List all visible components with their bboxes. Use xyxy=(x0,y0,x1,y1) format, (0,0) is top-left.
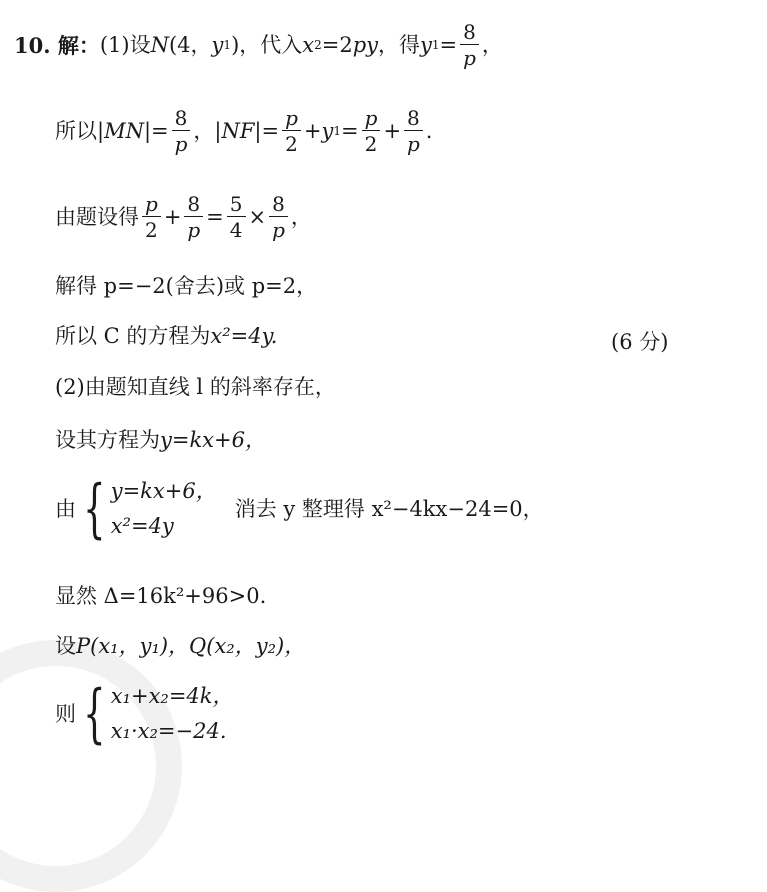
line2-intro: 所以 xyxy=(55,118,97,143)
line8-after: 消去 y 整理得 x²−4kx−24=0， xyxy=(234,496,544,521)
line4-text: 解得 p=−2(舍去)或 p=2， xyxy=(55,274,318,298)
line3-intro: 由题设得 xyxy=(55,204,139,229)
solution-line-5 xyxy=(55,326,277,347)
equation-system-1 xyxy=(111,481,217,537)
fraction-8-over-p: $\frac{8}{p}$ xyxy=(460,22,479,68)
system1-row1: y=kx+6， xyxy=(110,479,217,503)
line1-mid: ，代入 xyxy=(239,32,303,57)
line7-equation: y=kx+6， xyxy=(160,428,266,452)
system2-row1: x₁+x₂=4k， xyxy=(110,684,234,708)
solution-line-2: 所以 | MN |= $\frac{8}{p}$ ，| NF |= $\frac{p}{2}$ + y 1 = $\frac{p}{2}$ + $\frac{8}{p}$ . xyxy=(55,106,433,156)
line8-intro: 由 xyxy=(55,496,76,521)
line10-intro: 设 xyxy=(55,634,76,658)
solution-line-8 xyxy=(55,472,544,546)
line11-intro: 则 xyxy=(55,701,76,726)
system2-row2: x₁·x₂=−24. xyxy=(110,719,227,743)
solution-line-6 xyxy=(55,377,336,398)
solution-line-11 xyxy=(55,677,234,751)
solution-line-4 xyxy=(55,276,317,297)
solution-line-1: 10. 解： (1)设 N (4， y 1 ) ，代入 x 2 =2 py ，得 y 1 = $\frac{8}{p}$ ， xyxy=(14,20,503,70)
line5-equation: x²=4y. xyxy=(210,324,278,348)
line7-intro: 设其方程为 xyxy=(55,428,160,452)
system1-row2: x²=4y xyxy=(110,514,174,538)
problem-label: 10. 解： xyxy=(14,32,100,58)
solution-line-9 xyxy=(55,586,266,607)
line1-get: ，得 xyxy=(378,32,421,57)
solution-line-10 xyxy=(55,636,305,657)
solution-line-7 xyxy=(55,430,266,451)
line1-intro: (1)设 xyxy=(99,32,151,57)
line10-equation: P(x₁，y₁)，Q(x₂，y₂)， xyxy=(76,634,306,658)
solution-line-3: 由题设得 $\frac{p}{2}$ + $\frac{8}{p}$ = $\frac{5}{4}$ × $\frac{8}{p}$ ， xyxy=(55,192,312,242)
left-brace-2: { xyxy=(83,677,106,751)
score-label: (6 分) xyxy=(611,330,669,354)
line5-intro: 所以 C 的方程为 xyxy=(55,324,211,348)
line6-text: (2)由题知直线 l 的斜率存在， xyxy=(55,375,336,399)
left-brace: { xyxy=(83,472,106,546)
equation-system-2 xyxy=(111,686,234,742)
point-n: N xyxy=(150,32,169,57)
line9-text: 显然 Δ=16k²+96>0. xyxy=(55,584,267,608)
